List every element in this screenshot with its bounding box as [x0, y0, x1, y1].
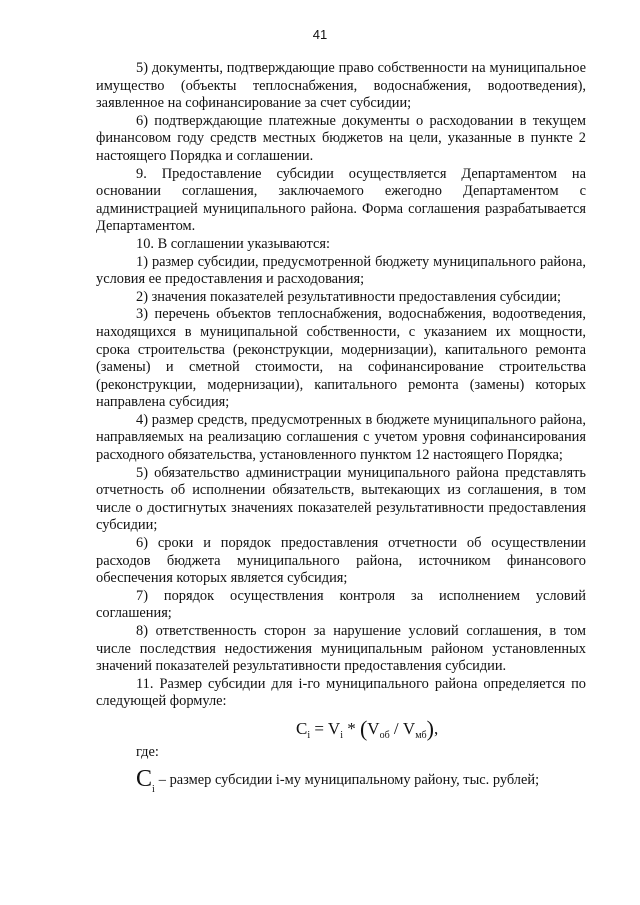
- subsidy-formula: [296, 716, 438, 742]
- body-text: [96, 60, 586, 711]
- formula-divide: /: [389, 719, 403, 738]
- paragraph-clause-10-item-6: 6) сроки и порядок предоставления отчетности об осуществлении расходов бюджета муниципального района, источником финансового обеспечения которых является субсидия;: [96, 535, 586, 587]
- paragraph-clause-10-item-7: 7) порядок осуществления контроля за исполнением условий соглашения;: [96, 587, 586, 622]
- formula-v-mb-subscript: мб: [415, 730, 427, 741]
- paragraph-clause-10-item-2: 2) значения показателей результативности предоставления субсидии;: [136, 288, 562, 305]
- paragraph-clause-11: 11. Размер субсидии для i-го муниципального района определяется по следующей формуле:: [96, 675, 586, 710]
- paragraph-clause-10-heading: 10. В соглашении указываются:: [136, 235, 331, 252]
- formula-v-mb: V: [402, 719, 416, 738]
- formula-v-subscript: i: [340, 730, 343, 741]
- formula-v-ob: V: [367, 719, 380, 738]
- definition-symbol: [136, 766, 155, 795]
- definition-symbol-subscript: i: [152, 784, 155, 795]
- page-number: 41: [312, 27, 328, 42]
- formula-open-paren: (: [359, 716, 368, 741]
- formula-v: V: [327, 719, 341, 738]
- formula-comma: ,: [433, 719, 439, 738]
- formula-times: *: [342, 719, 360, 738]
- paragraph-item-5-documents: 5) документы, подтверждающие право собственности на муниципальное имущество (объекты теплоснабжения, водоснабжения, водоотведения), заявленное на софинансирование за счет субсидии;: [96, 60, 586, 112]
- where-label: где:: [136, 744, 159, 760]
- paragraph-clause-10-item-4: 4) размер средств, предусмотренных в бюджете муниципального района, направляемых на реализацию соглашения с учетом уровня софинансирования расходного обязательства, установленного пунктом 12 настоящего Порядка;: [96, 411, 586, 464]
- paragraph-clause-9: 9. Предоставление субсидии осуществляется Департаментом на основании соглашения, заключаемого ежегодно Департаментом с администрацией муниципального района. Форма соглашения разрабатывается Департаментом.: [96, 165, 586, 235]
- definition-symbol-letter: C: [136, 766, 153, 792]
- formula-lhs-subscript: i: [307, 730, 311, 741]
- definition-line: [136, 766, 539, 795]
- paragraph-clause-10-item-5: 5) обязательство администрации муниципального района представлять отчетность об исполнении обязательств, вытекающих из соглашения, в том числе о достигнутых значениях показателей результативности предоставления субсидии;: [96, 464, 586, 534]
- paragraph-clause-10-item-3: 3) перечень объектов теплоснабжения, водоснабжения, водоотведения, находящихся в муниципальной собственности, с указанием их мощности, срока строительства (реконструкции, модернизации), капитального ремонта (замены) и сметной стоимости, на софинансирование строительства (реконструкции, модернизации), капитального ремонта (замены) которых направлена субсидия;: [96, 306, 586, 411]
- paragraph-item-6-payment-documents: 6) подтверждающие платежные документы о расходовании в текущем финансовом году средств местных бюджетов на цели, указанные в пункте 2 настоящего Порядка и соглашении.: [96, 112, 586, 164]
- paragraph-clause-10-item-8: 8) ответственность сторон за нарушение условий соглашения, в том числе последствия недостижения муниципальным районом установленных значений показателей результативности предоставления субсидии.: [96, 623, 586, 675]
- formula-close-paren: ): [426, 716, 434, 741]
- paragraph-clause-10-item-1: 1) размер субсидии, предусмотренной бюджету муниципального района, условия ее предоставления и расходования;: [96, 253, 586, 288]
- formula-v-ob-subscript: об: [379, 730, 390, 741]
- formula-lhs: C: [296, 719, 308, 738]
- formula-equals: =: [310, 719, 328, 738]
- definition-text: – размер субсидии i-му муниципальному району, тыс. рублей;: [158, 772, 540, 788]
